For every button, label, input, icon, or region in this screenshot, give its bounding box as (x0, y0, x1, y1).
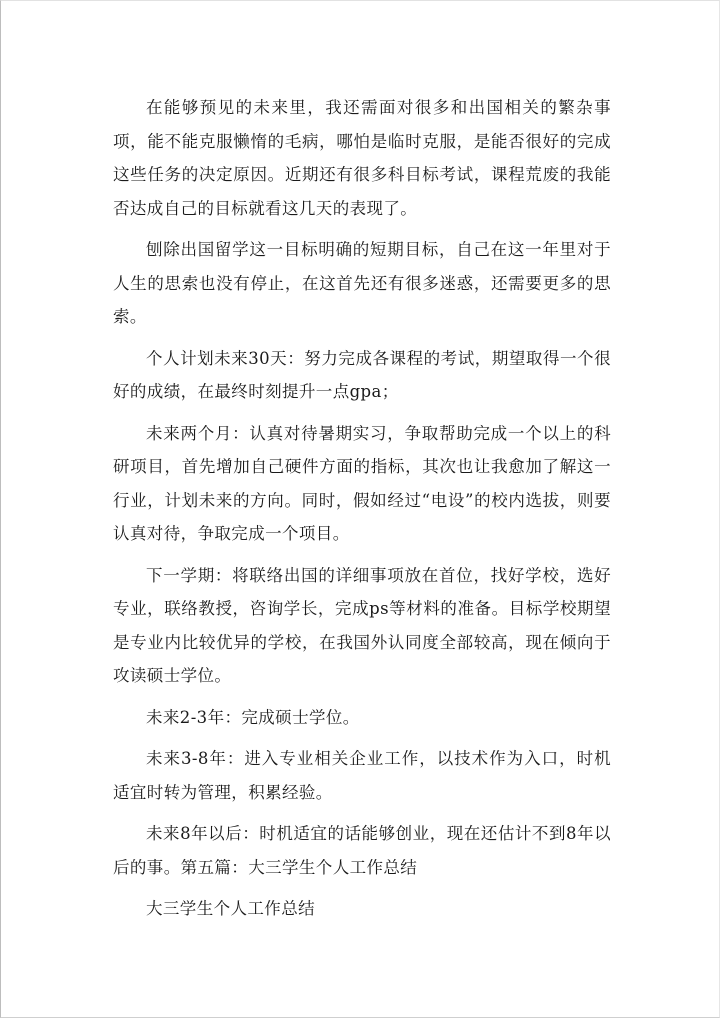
paragraph-plan-30-days: 个人计划未来30天：努力完成各课程的考试，期望取得一个很好的成绩，在最终时刻提升一点gpa； (113, 348, 611, 401)
document-body (113, 91, 611, 934)
paragraph-plan-two-months: 未来两个月：认真对待暑期实习，争取帮助完成一个以上的科研项目，首先增加自己硬件方面的指标，其次也让我愈加了解这一行业，计划未来的方向。同时，假如经过“电设”的校内选拔，则要认真对待，争取完成一个项目。 (113, 423, 611, 543)
paragraph-plan-3-8-years: 未来3-8年：进入专业相关企业工作，以技术作为入口，时机适宜时转为管理，积累经验。 (113, 749, 611, 802)
paragraph-plan-next-semester: 下一学期：将联络出国的详细事项放在首位，找好学校，选好专业，联络教授，咨询学长，完成ps等材料的准备。目标学校期望是专业内比较优异的学校，在我国外认同度全部较高，现在倾向于攻读硕士学位。 (113, 565, 611, 685)
paragraph-future-tasks: 在能够预见的未来里，我还需面对很多和出国相关的繁杂事项，能不能克服懒惰的毛病，哪怕是临时克服，是能否很好的完成这些任务的决定原因。近期还有很多科目标考试，课程荒废的我能否达成自己的目标就看这几天的表现了。 (113, 98, 611, 218)
paragraph-plan-after-8-years: 未来8年以后：时机适宜的话能够创业，现在还估计不到8年以后的事。第五篇：大三学生个人工作总结 (113, 824, 611, 877)
section-heading: 大三学生个人工作总结 (146, 899, 315, 918)
paragraph-plan-2-3-years: 未来2-3年：完成硕士学位。 (146, 707, 360, 727)
paragraph-life-thinking: 刨除出国留学这一目标明确的短期目标，自己在这一年里对于人生的思索也没有停止，在这首先还有很多迷惑，还需要更多的思索。 (113, 240, 611, 326)
